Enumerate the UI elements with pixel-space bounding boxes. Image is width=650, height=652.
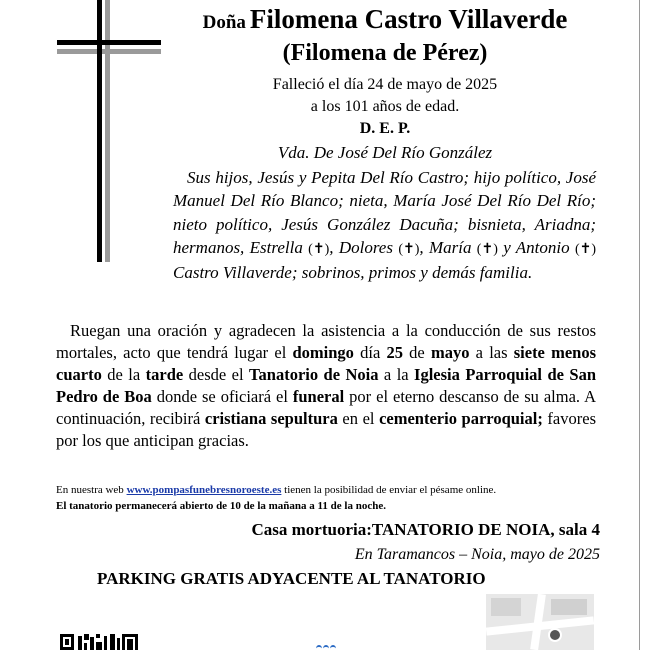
cross-shadow-horizontal (57, 49, 161, 54)
deceased-mark-icon: (✝) (476, 241, 498, 257)
place-date: En Taramancos – Noia, mayo de 2025 (354, 546, 600, 563)
deceased-mark-icon: (✝) (308, 241, 330, 257)
opening-hours: El tanatorio permanecerá abierto de 10 de la mañana a 11 de la noche. (56, 500, 386, 512)
honorific: Doña (202, 12, 246, 33)
location-map[interactable] (486, 594, 594, 650)
family-text: y Antonio (497, 237, 575, 257)
ceremony-day: domingo (292, 342, 354, 362)
parking-notice: PARKING GRATIS ADYACENTE AL TANATORIO (97, 569, 486, 588)
ceremony-text: de (402, 342, 431, 362)
death-date: Falleció el día 24 de mayo de 2025 (272, 76, 498, 93)
map-pin-icon (548, 628, 562, 642)
ceremony-origin: Tanatorio de Noia (249, 364, 379, 384)
deceased-mark-icon: (✝) (574, 241, 596, 257)
death-age: a los 101 años de edad. (310, 98, 460, 115)
cross-horizontal (57, 40, 161, 45)
web-note-text: En nuestra web (56, 484, 127, 496)
ceremony-time: siete menos cuarto (56, 342, 596, 384)
ceremony-text: Ruegan una oración y agradecen la asistencia a la conducción de sus restos mortales, acto que tendrá lugar el (56, 321, 596, 362)
ceremony-date: 25 (386, 342, 403, 362)
ceremony-text: a las (469, 342, 514, 362)
web-note-text: tienen la posibilidad de enviar el pésame online. (281, 484, 497, 496)
ceremony-text: donde se oficiará el (151, 386, 293, 406)
ceremony-church: Iglesia Parroquial de San Pedro de Boa (56, 364, 597, 406)
map-block (491, 598, 521, 616)
ceremony-burial: cristiana sepultura (204, 408, 338, 428)
ceremony-text: por el eterno descanso de su alma. A continuación, recibirá (56, 386, 596, 428)
deceased-name: Filomena Castro Villaverde (249, 4, 568, 34)
right-border-line (639, 0, 640, 650)
qr-code-icon[interactable] (60, 634, 140, 650)
ceremony-cemetery: cementerio parroquial; (379, 408, 543, 428)
company-logo-icon (316, 645, 336, 650)
family-text: , Dolores (329, 237, 399, 257)
deceased-alias: (Filomena de Pérez) (282, 40, 488, 66)
family-text: Castro Villaverde; sobrinos, primos y demás familia. (173, 263, 533, 283)
ceremony-paragraph (56, 320, 596, 451)
ceremony-text: a la (378, 364, 415, 384)
family-text: , María (419, 237, 477, 257)
ceremony-funeral: funeral (292, 386, 345, 406)
ceremony-text: día (353, 342, 387, 362)
ceremony-month: mayo (430, 342, 470, 362)
ceremony-text: favores por los que anticipan gracias. (56, 408, 596, 450)
family-list (173, 166, 596, 284)
deceased-mark-icon: (✝) (398, 241, 420, 257)
rip-abbrev: D. E. P. (359, 120, 411, 137)
cross-icon (57, 0, 161, 262)
ceremony-text: en el (337, 408, 380, 428)
website-link[interactable]: www.pompasfunebresnoroeste.es (126, 484, 282, 496)
ceremony-part-of-day: tarde (145, 364, 184, 384)
map-block (551, 599, 587, 615)
web-note (56, 484, 616, 496)
family-text: Sus hijos, Jesús y Pepita Del Río Castro; hijo político, José Manuel Del Río Blanco; nieta, María José Del Río Del Río; nieto político, Jesús González Dacuña; bisnieta, Ariadna; hermanos, Estrella (173, 168, 596, 257)
ceremony-text: de la (101, 364, 146, 384)
deceased-name-line (160, 4, 610, 35)
ceremony-text: desde el (183, 364, 250, 384)
funeral-home: Casa mortuoria:TANATORIO DE NOIA, sala 4 (251, 520, 600, 539)
widow-of: Vda. De José Del Río González (277, 143, 493, 162)
